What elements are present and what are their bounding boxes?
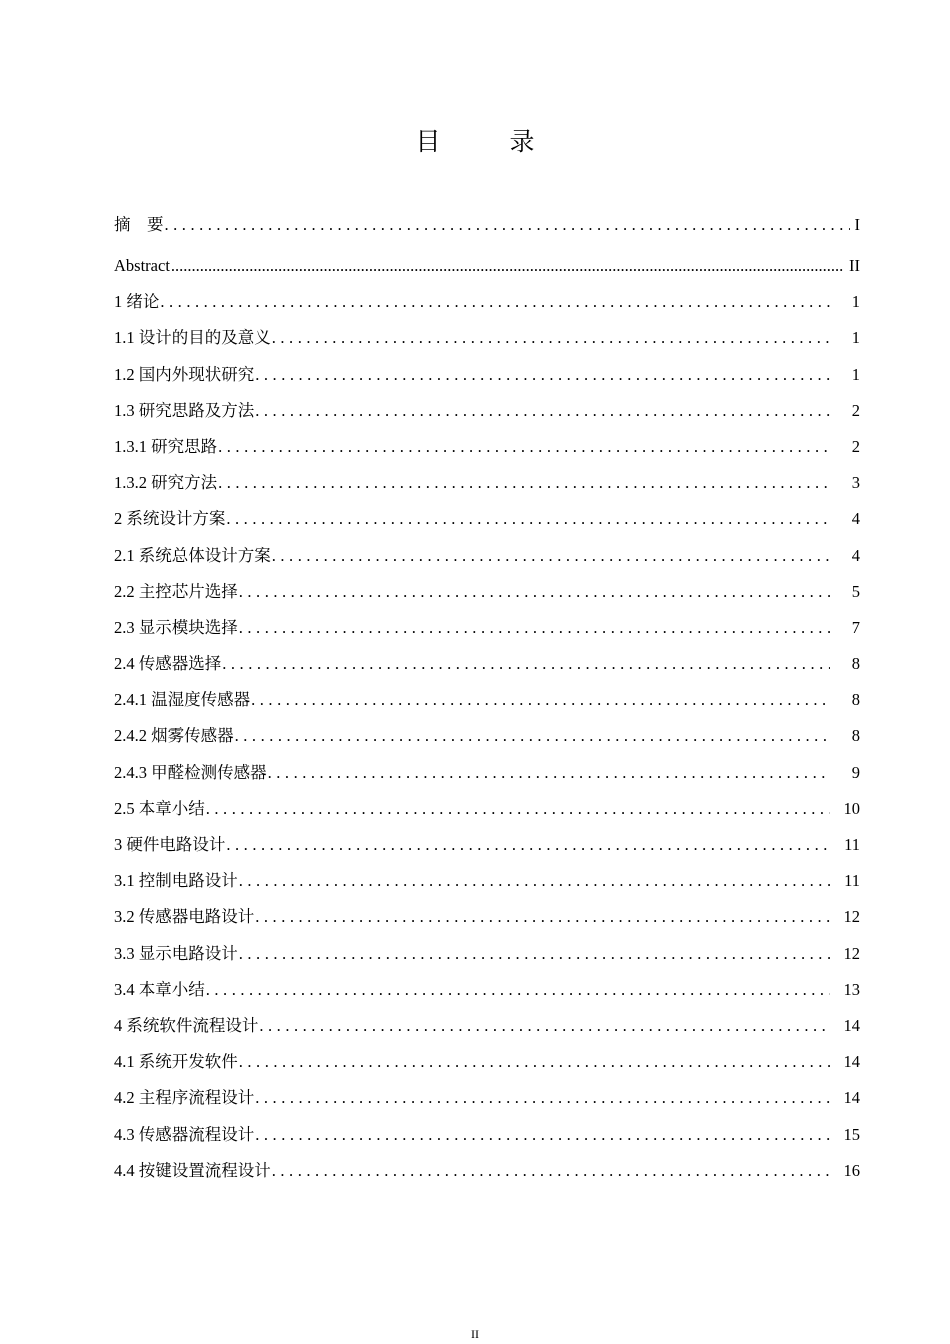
toc-entry-label: 摘 要 xyxy=(114,215,164,234)
toc-entry-label: 1.3.2 研究方法 xyxy=(114,473,218,493)
toc-entry-page: 12 xyxy=(843,943,860,963)
toc-entry-label: 4.4 按键设置流程设计 xyxy=(114,1160,271,1180)
dot-leader xyxy=(255,1080,830,1116)
dot-leader xyxy=(226,501,830,537)
toc-entry[interactable] xyxy=(114,1044,860,1080)
toc-entry-page: 8 xyxy=(851,726,860,746)
toc-entry-page: 1 xyxy=(851,364,860,384)
toc-entry-page: 4 xyxy=(851,545,860,565)
toc-entry-label: 2.1 系统总体设计方案 xyxy=(114,545,271,565)
toc-entry-page: I xyxy=(854,215,860,234)
toc-entry-label: 3.4 本章小结 xyxy=(114,979,205,999)
toc-entry[interactable] xyxy=(114,610,860,646)
toc-entry-page: 16 xyxy=(843,1160,860,1180)
toc-entry-label: 2 系统设计方案 xyxy=(114,509,226,529)
toc-entry-page: 1 xyxy=(851,292,860,312)
toc-entry-abstract-en[interactable] xyxy=(114,248,860,284)
toc-entry-page: 2 xyxy=(851,436,860,456)
toc-entry-page: 13 xyxy=(843,979,860,999)
toc-entry-page: 7 xyxy=(851,617,860,637)
dot-leader xyxy=(272,1153,830,1189)
toc-entry-label: 4.3 传感器流程设计 xyxy=(114,1124,255,1144)
dot-leader xyxy=(259,1008,830,1044)
toc-entry-page: 15 xyxy=(843,1124,860,1144)
toc-entry-label: 3 硬件电路设计 xyxy=(114,835,226,854)
toc-entry-label: 2.2 主控芯片选择 xyxy=(114,581,238,601)
toc-entry-page: 3 xyxy=(851,473,860,493)
dot-leader xyxy=(235,718,830,754)
toc-entry[interactable] xyxy=(114,320,860,356)
toc-entry[interactable] xyxy=(114,574,860,610)
toc-entry[interactable] xyxy=(114,863,860,899)
toc-entry[interactable] xyxy=(114,1080,860,1116)
toc-entry[interactable] xyxy=(114,357,860,393)
toc-entry-page: 2 xyxy=(851,400,860,420)
toc-entry[interactable] xyxy=(114,827,860,863)
toc-entry-page: 14 xyxy=(843,1052,860,1072)
dot-leader xyxy=(218,429,830,465)
toc-entry-label: Abstract xyxy=(114,256,170,275)
toc-entry[interactable] xyxy=(114,1117,860,1153)
toc-entry[interactable] xyxy=(114,1008,860,1044)
toc-entry-page: 10 xyxy=(843,798,860,818)
toc-entry-page: 5 xyxy=(851,581,860,601)
toc-entry-label: 2.4 传感器选择 xyxy=(114,654,222,674)
toc-entry-page: 14 xyxy=(843,1088,860,1108)
toc-entry-label: 2.3 显示模块选择 xyxy=(114,617,238,637)
toc-entry[interactable] xyxy=(114,429,860,465)
toc-entry[interactable] xyxy=(114,465,860,501)
toc-entry-label: 1.2 国内外现状研究 xyxy=(114,364,255,384)
dot-leader xyxy=(222,646,830,682)
toc-entry[interactable] xyxy=(114,1153,860,1189)
toc-entry[interactable] xyxy=(114,538,860,574)
toc-entry-page: 9 xyxy=(851,762,860,782)
toc-entry[interactable] xyxy=(114,972,860,1008)
toc-entry-label: 4 系统软件流程设计 xyxy=(114,1015,259,1035)
toc-entry[interactable] xyxy=(114,501,860,537)
toc-entry-label: 4.2 主程序流程设计 xyxy=(114,1088,255,1108)
dot-leader xyxy=(206,972,830,1008)
toc-entry-label: 2.5 本章小结 xyxy=(114,798,205,818)
toc-entry-label: 3.3 显示电路设计 xyxy=(114,943,238,963)
toc-entry-label: 3.1 控制电路设计 xyxy=(114,871,238,891)
dot-leader xyxy=(160,284,830,320)
dot-leader xyxy=(226,827,830,863)
toc-entry-label: 3.2 传感器电路设计 xyxy=(114,907,255,927)
page-title: 目 录 xyxy=(415,127,557,156)
dot-leader xyxy=(272,538,830,574)
toc-entry-page: 1 xyxy=(851,328,860,348)
toc-entry-label: 1.3 研究思路及方法 xyxy=(114,400,255,420)
dot-leader xyxy=(218,465,830,501)
dot-leader xyxy=(239,936,830,972)
toc-entry-label: 2.4.1 温湿度传感器 xyxy=(114,690,251,710)
dot-leader xyxy=(206,791,830,827)
toc-entry-page: 8 xyxy=(851,654,860,674)
toc-entry-page: 14 xyxy=(843,1015,860,1035)
dot-leader xyxy=(239,574,830,610)
toc-entry-page: II xyxy=(849,256,860,275)
dot-leader xyxy=(239,1044,830,1080)
toc-entry-label: 2.4.2 烟雾传感器 xyxy=(114,726,234,746)
toc-entry-page: 11 xyxy=(844,871,860,891)
toc-entry[interactable] xyxy=(114,393,860,429)
dot-leader xyxy=(255,357,830,393)
toc-entry-page: 8 xyxy=(851,690,860,710)
dot-leader xyxy=(255,899,830,935)
dot-leader xyxy=(165,208,851,242)
dot-leader xyxy=(239,610,830,646)
page-number: II xyxy=(471,1327,479,1341)
dot-leader xyxy=(239,863,830,899)
toc-entry[interactable] xyxy=(114,791,860,827)
toc-entry[interactable] xyxy=(114,284,860,320)
toc-entry-page: 12 xyxy=(843,907,860,927)
toc-entry[interactable] xyxy=(114,936,860,972)
toc-entry-label: 1.1 设计的目的及意义 xyxy=(114,328,271,348)
dot-leader xyxy=(255,393,830,429)
dot-leader xyxy=(268,755,830,791)
toc-entry[interactable] xyxy=(114,682,860,718)
toc-entry[interactable] xyxy=(114,899,860,935)
dot-leader xyxy=(255,1117,830,1153)
dot-leader xyxy=(171,248,844,284)
toc-entry-page: 4 xyxy=(851,509,860,529)
toc-entry-label: 1 绪论 xyxy=(114,292,160,312)
toc-entry[interactable] xyxy=(114,755,860,791)
toc-entry-abstract-cn[interactable] xyxy=(114,208,860,248)
dot-leader xyxy=(251,682,830,718)
toc-entry-label: 1.3.1 研究思路 xyxy=(114,436,218,456)
table-of-contents xyxy=(114,208,860,1189)
toc-entry-label: 2.4.3 甲醛检测传感器 xyxy=(114,762,267,782)
dot-leader xyxy=(272,320,830,356)
toc-entry[interactable] xyxy=(114,718,860,754)
toc-entry[interactable] xyxy=(114,646,860,682)
toc-entry-page: 11 xyxy=(844,835,860,854)
toc-entry-label: 4.1 系统开发软件 xyxy=(114,1052,238,1072)
